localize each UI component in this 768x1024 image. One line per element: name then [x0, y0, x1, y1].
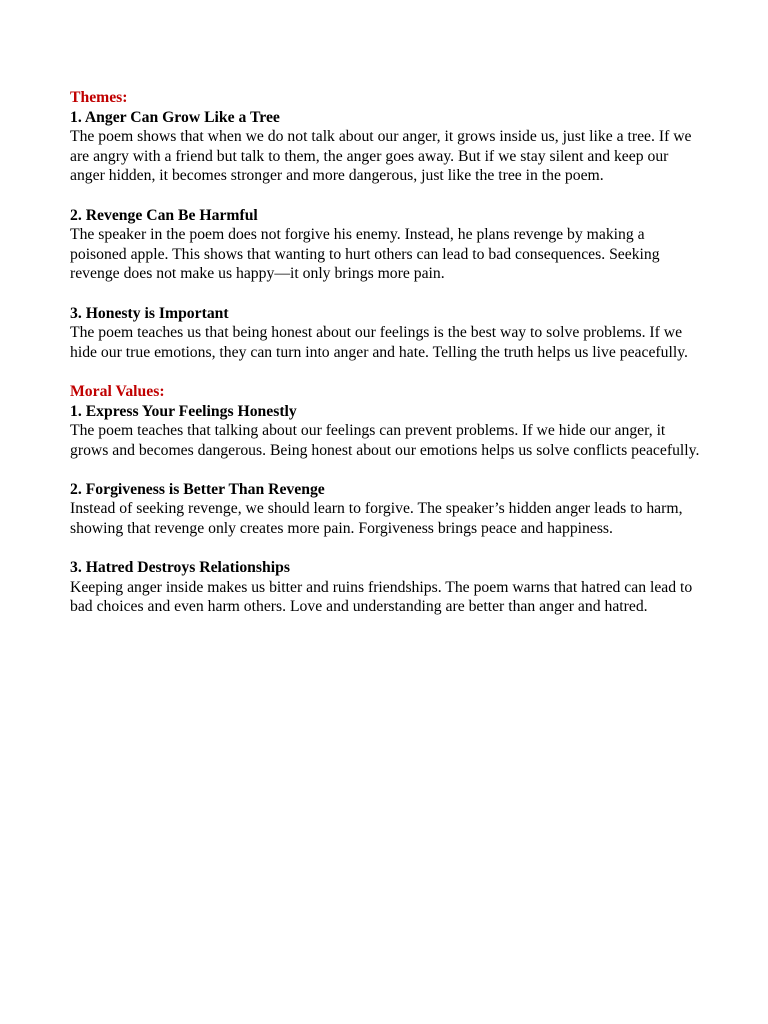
moral-value-item: [70, 480, 700, 539]
moral-value-title: 3. Hatred Destroys Relationships: [70, 559, 290, 577]
themes-section: [70, 88, 700, 362]
document-page: [70, 88, 700, 617]
moral-value-body: Instead of seeking revenge, we should learn to forgive. The speaker’s hidden anger leads to harm, showing that revenge only creates more pain. Forgiveness brings peace and happiness.: [70, 500, 683, 538]
moral-value-item: [70, 402, 700, 461]
theme-title: 3. Honesty is Important: [70, 304, 229, 322]
paragraph-gap: [70, 186, 700, 206]
theme-body: The poem teaches us that being honest about our feelings is the best way to solve problems. If we hide our true emotions, they can turn into anger and hate. Telling the truth helps us live peacefully.: [70, 324, 688, 361]
themes-heading: Themes:: [70, 89, 128, 106]
theme-item: [70, 304, 700, 363]
theme-item: [70, 108, 700, 186]
moral-value-body: The poem teaches that talking about our feelings can prevent problems. If we hide our anger, it grows and becomes dangerous. Being honest about our emotions helps us solve conflicts peacefully.: [70, 422, 700, 459]
section-gap: [70, 362, 700, 382]
theme-title: 2. Revenge Can Be Harmful: [70, 206, 258, 224]
moral-value-title: 1. Express Your Feelings Honestly: [70, 402, 297, 420]
moral-values-heading: Moral Values:: [70, 382, 165, 400]
paragraph-gap: [70, 460, 700, 480]
moral-value-item: [70, 558, 700, 617]
moral-value-title: 2. Forgiveness is Better Than Revenge: [70, 480, 325, 498]
theme-title: 1. Anger Can Grow Like a Tree: [70, 108, 280, 126]
theme-body: The poem shows that when we do not talk about our anger, it grows inside us, just like a tree. If we are angry with a friend but talk to them, the anger goes away. But if we stay silent and keep our anger hidden, it becomes stronger and more dangerous, just like the tree in the poem.: [70, 128, 692, 185]
paragraph-gap: [70, 539, 700, 559]
theme-item: [70, 206, 700, 284]
moral-values-section: [70, 382, 700, 617]
paragraph-gap: [70, 284, 700, 304]
theme-body: The speaker in the poem does not forgive his enemy. Instead, he plans revenge by making a poisoned apple. This shows that wanting to hurt others can lead to bad consequences. Seeking revenge does not make us happy—it only brings more pain.: [70, 226, 660, 283]
moral-value-body: Keeping anger inside makes us bitter and ruins friendships. The poem warns that hatred can lead to bad choices and even harm others. Love and understanding are better than anger and hatred.: [70, 578, 693, 616]
